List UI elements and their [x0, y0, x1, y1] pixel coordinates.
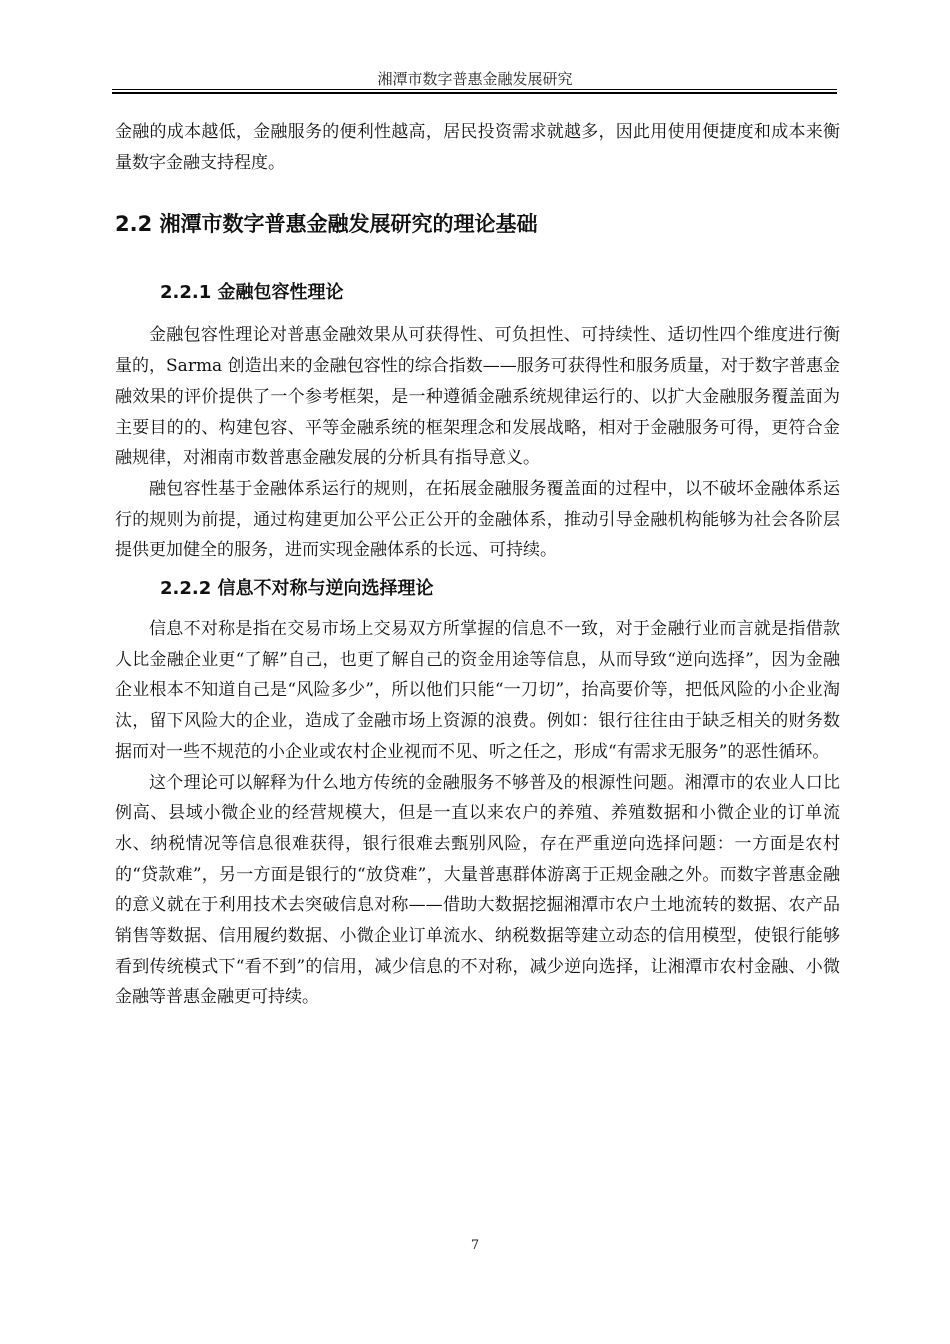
intro-paragraph: 金融的成本越低，金融服务的便利性越高，居民投资需求就越多，因此用使用便捷度和成本来衡量数字金融支持程度。	[115, 122, 840, 173]
section-heading: 2.2 湘潭市数字普惠金融发展研究的理论基础	[115, 212, 538, 237]
paragraph-asymmetry-1: 信息不对称是指在交易市场上交易双方所掌握的信息不一致，对于金融行业而言就是指借款人比金融企业更“了解”自己，也更了解自己的资金用途等信息，从而导致“逆向选择”，因为金融企业根本不知道自己是“风险多少”，所以他们只能“一刀切”，抬高要价等，把低风险的小企业淘汰，留下风险大的企业，造成了金融市场上资源的浪费。例如：银行往往由于缺乏相关的财务数据而对一些不规范的小企业或农村企业视而不见、听之任之，形成“有需求无服务”的恶性循环。	[115, 619, 840, 762]
page-body	[115, 117, 840, 1013]
paragraph-inclusion-1: 金融包容性理论对普惠金融效果从可获得性、可负担性、可持续性、适切性四个维度进行衡量的，Sarma 创造出来的金融包容性的综合指数——服务可获得性和服务质量，对于数字普惠金融效果的评价提供了一个参考框架，是一种遵循金融系统规律运行的、以扩大金融服务覆盖面为主要目的的、构建包容、平等金融系统的框架理念和发展战略，相对于金融服务可得，更符合金融规律，对湘南市数普惠金融发展的分析具有指导意义。	[115, 325, 840, 469]
header-rule-thin	[112, 89, 837, 90]
subsection-heading-inclusion: 2.2.1 金融包容性理论	[160, 282, 344, 304]
paragraph-asymmetry-2: 这个理论可以解释为什么地方传统的金融服务不够普及的根源性问题。湘潭市的农业人口比例高、县域小微企业的经营规模大，但是一直以来农户的养殖、养殖数据和小微企业的订单流水、纳税情况等信息很难获得，银行很难去甄别风险，存在严重逆向选择问题：一方面是农村的“贷款难”，另一方面是银行的“放贷难”，大量普惠群体游离于正规金融之外。而数字普惠金融的意义就在于利用技术去突破信息对称——借助大数据挖掘湘潭市农户土地流转的数据、农产品销售等数据、信用履约数据、小微企业订单流水、纳税数据等建立动态的信用模型，使银行能够看到传统模式下“看不到”的信用，减少信息的不对称，减少逆向选择，让湘潭市农村金融、小微金融等普惠金融更可持续。	[115, 772, 840, 1008]
running-header-title: 湘潭市数字普惠金融发展研究	[377, 70, 573, 88]
subsection-heading-asymmetry: 2.2.2 信息不对称与逆向选择理论	[160, 578, 434, 600]
page-number: 7	[470, 1238, 480, 1253]
header-rule-thick	[112, 92, 837, 94]
paragraph-inclusion-2: 融包容性基于金融体系运行的规则，在拓展金融服务覆盖面的过程中，以不破坏金融体系运行的规则为前提，通过构建更加公平公正公开的金融体系，推动引导金融机构能够为社会各阶层提供更加健全的服务，进而实现金融体系的长远、可持续。	[115, 478, 840, 561]
